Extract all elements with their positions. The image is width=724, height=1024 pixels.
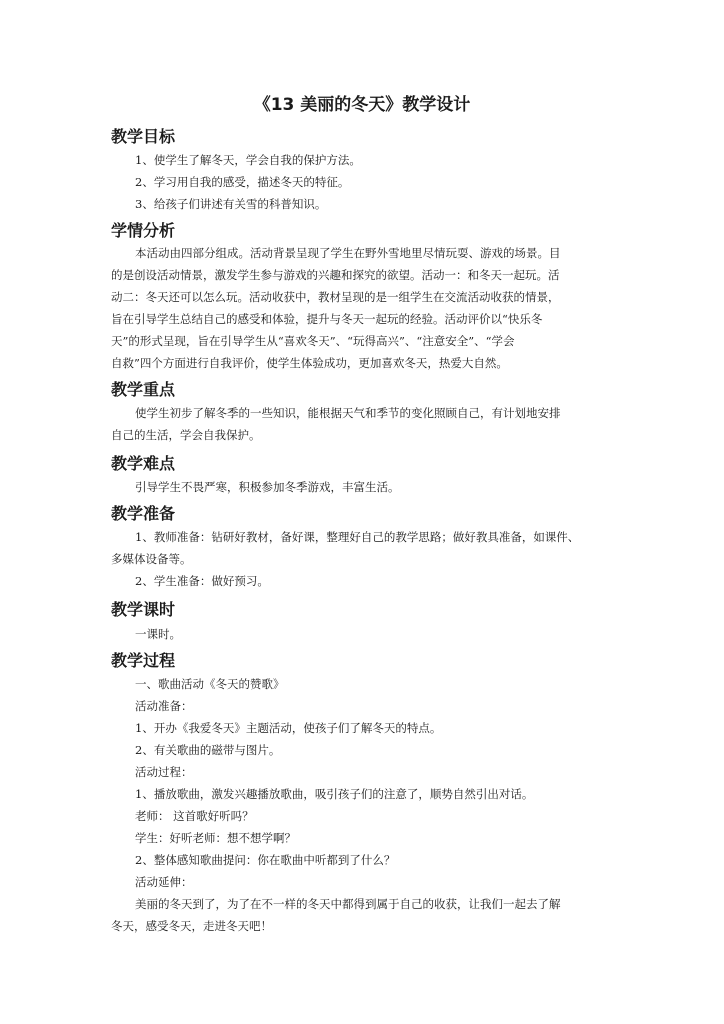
document-title: 《13 美丽的冬天》教学设计 [253,95,471,115]
paragraph-line: 使学生初步了解冬季的一些知识，能根据天气和季节的变化照顾自己，有计划地安排 [135,406,561,420]
heading-teaching-goals: 教学目标 [111,127,176,146]
paragraph-line: 多媒体设备等。 [111,552,192,566]
paragraph-line: 2、整体感知歌曲提问：你在歌曲中听都到了什么？ [135,853,396,867]
paragraph-line: 的是创设活动情景，激发学生参与游戏的兴趣和探究的欲望。活动一：和冬天一起玩。活 [111,268,560,282]
paragraph-line: 活动过程： [135,765,193,779]
heading-preparation: 教学准备 [111,504,176,523]
paragraph-line: 活动准备： [135,699,193,713]
paragraph-line: 一、歌曲活动《冬天的赞歌》 [135,677,285,691]
paragraph-line: 1、开办《我爱冬天》主题活动，使孩子们了解冬天的特点。 [135,721,442,735]
heading-key-points: 教学重点 [111,380,176,399]
paragraph-line: 2、有关歌曲的磁带与图片。 [135,743,281,757]
paragraph-line: 天”的形式呈现，旨在引导学生从“喜欢冬天”、“玩得高兴”、“注意安全”、“学会 [111,334,515,348]
paragraph-line: 老师： 这首歌好听吗？ [135,809,254,823]
paragraph-line: 1、教师准备：钻研好教材，备好课，整理好自己的教学思路；做好教具准备，如课件、 [135,530,580,544]
paragraph-line: 3、给孩子们讲述有关雪的科普知识。 [135,197,327,211]
paragraph-line: 旨在引导学生总结自己的感受和体验，提升与冬天一起玩的经验。活动评价以“快乐冬 [111,312,543,326]
heading-teaching-process: 教学过程 [111,651,176,670]
paragraph-line: 美丽的冬天到了，为了在不一样的冬天中都得到属于自己的收获，让我们一起去了解 [135,897,561,911]
paragraph-line: 引导学生不畏严寒，积极参加冬季游戏，丰富生活。 [135,480,400,494]
paragraph-line: 一课时。 [135,627,181,641]
paragraph-line: 本活动由四部分组成。活动背景呈现了学生在野外雪地里尽情玩耍、游戏的场景。目 [135,246,561,260]
paragraph-line: 学生：好听老师：想不想学啊？ [135,831,296,845]
paragraph-line: 1、播放歌曲，激发兴趣播放歌曲，吸引孩子们的注意了，顺势自然引出对话。 [135,787,534,801]
paragraph-line: 冬天，感受冬天，走进冬天吧！ [111,919,272,933]
paragraph-line: 活动延伸： [135,875,193,889]
heading-difficulties: 教学难点 [111,454,176,473]
heading-student-analysis: 学情分析 [111,221,176,240]
paragraph-line: 动二：冬天还可以怎么玩。活动收获中，教材呈现的是一组学生在交流活动收获的情景， [111,290,560,304]
paragraph-line: 自救”四个方面进行自我评价，使学生体验成功，更加喜欢冬天，热爱大自然。 [111,356,508,370]
paragraph-line: 2、学生准备：做好预习。 [135,574,269,588]
paragraph-line: 2、学习用自我的感受，描述冬天的特征。 [135,175,350,189]
heading-class-hours: 教学课时 [111,600,176,619]
paragraph-line: 自己的生活，学会自我保护。 [111,428,261,442]
paragraph-line: 1、使学生了解冬天，学会自我的保护方法。 [135,153,361,167]
